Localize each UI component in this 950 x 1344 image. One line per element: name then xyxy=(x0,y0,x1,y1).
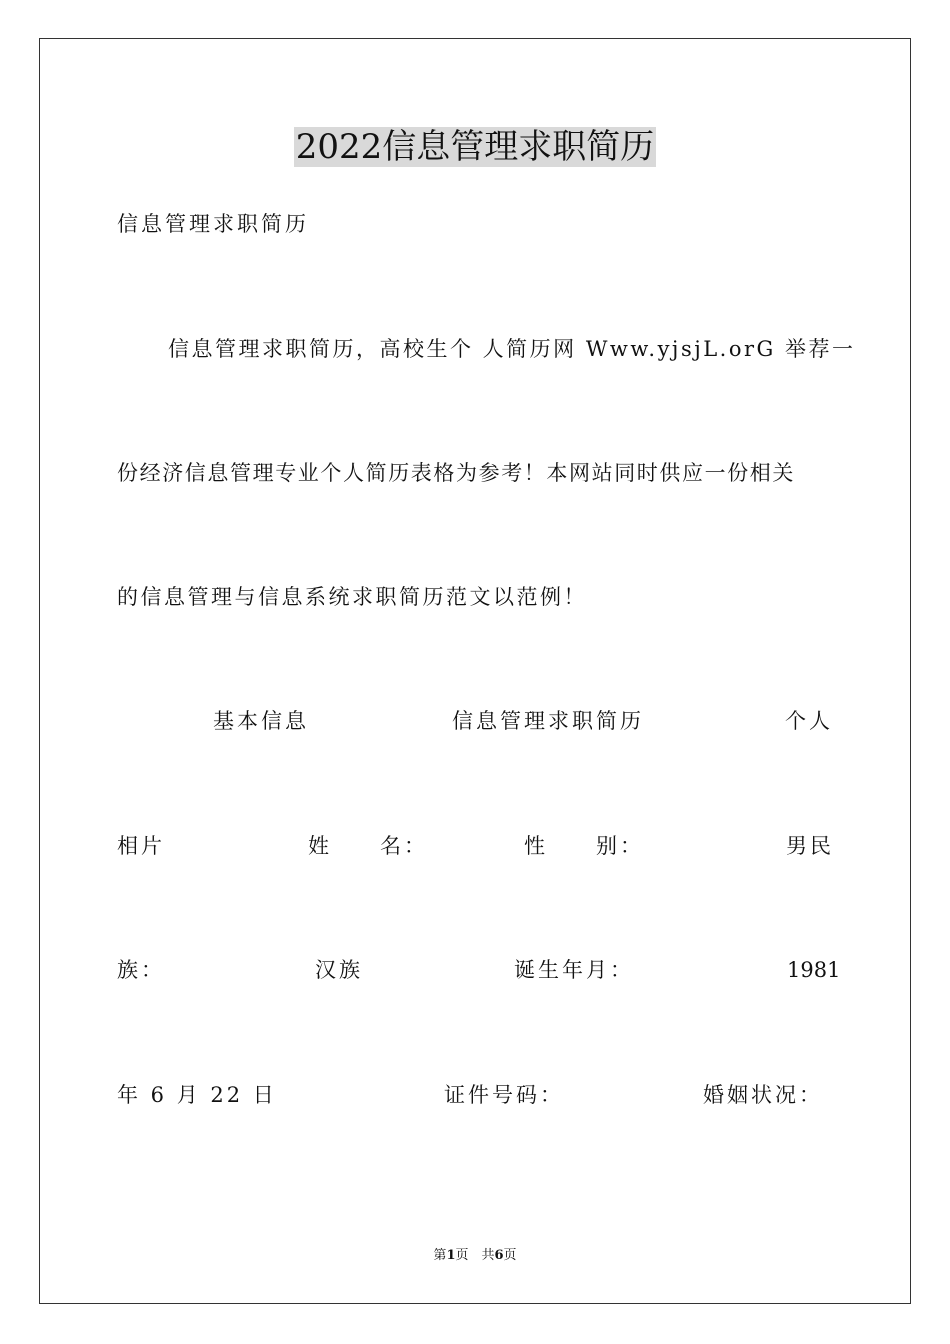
total-page-number: 6 xyxy=(494,1248,504,1263)
basic-info-label: 基本信息 xyxy=(213,709,309,733)
page-middle-text: 页 共 xyxy=(455,1248,495,1263)
birth-year-value: 1981 xyxy=(787,958,841,982)
paragraph-line-2: 份经济信息管理专业个人简历表格为参考！本网站同时供应一份相关 xyxy=(117,461,795,485)
page-suffix: 页 xyxy=(503,1248,517,1263)
document-title xyxy=(0,124,950,170)
current-page-number: 1 xyxy=(446,1248,456,1263)
document-subtitle: 信息管理求职简历 xyxy=(117,212,309,236)
ethnic-label-suffix: 族： xyxy=(117,958,165,982)
name-label-part-1: 姓 xyxy=(308,834,332,858)
marital-status-label: 婚姻状况： xyxy=(703,1083,823,1107)
gender-value-ethnic-prefix: 男民 xyxy=(786,834,834,858)
birth-label: 诞生年月： xyxy=(514,958,634,982)
id-number-label: 证件号码： xyxy=(444,1083,564,1107)
resume-title-label: 信息管理求职简历 xyxy=(452,709,644,733)
paragraph-line-3: 的信息管理与信息系统求职简历范文以范例！ xyxy=(117,585,587,609)
personal-label: 个人 xyxy=(785,709,833,733)
paragraph-line-1: 信息管理求职简历，高校生个 人简历网 Www.yjsjL.orG 举荐一 xyxy=(168,337,856,361)
page-footer xyxy=(0,1246,950,1266)
photo-label: 相片 xyxy=(117,834,165,858)
gender-label-part-1: 性 xyxy=(524,834,548,858)
birth-month-day-value: 年 6 月 22 日 xyxy=(117,1083,277,1107)
page-prefix: 第 xyxy=(433,1248,447,1263)
ethnic-value: 汉族 xyxy=(315,958,363,982)
gender-label-part-2: 别： xyxy=(596,834,644,858)
document-title-text: 2022信息管理求职简历 xyxy=(295,127,655,167)
name-label-part-2: 名： xyxy=(380,834,428,858)
